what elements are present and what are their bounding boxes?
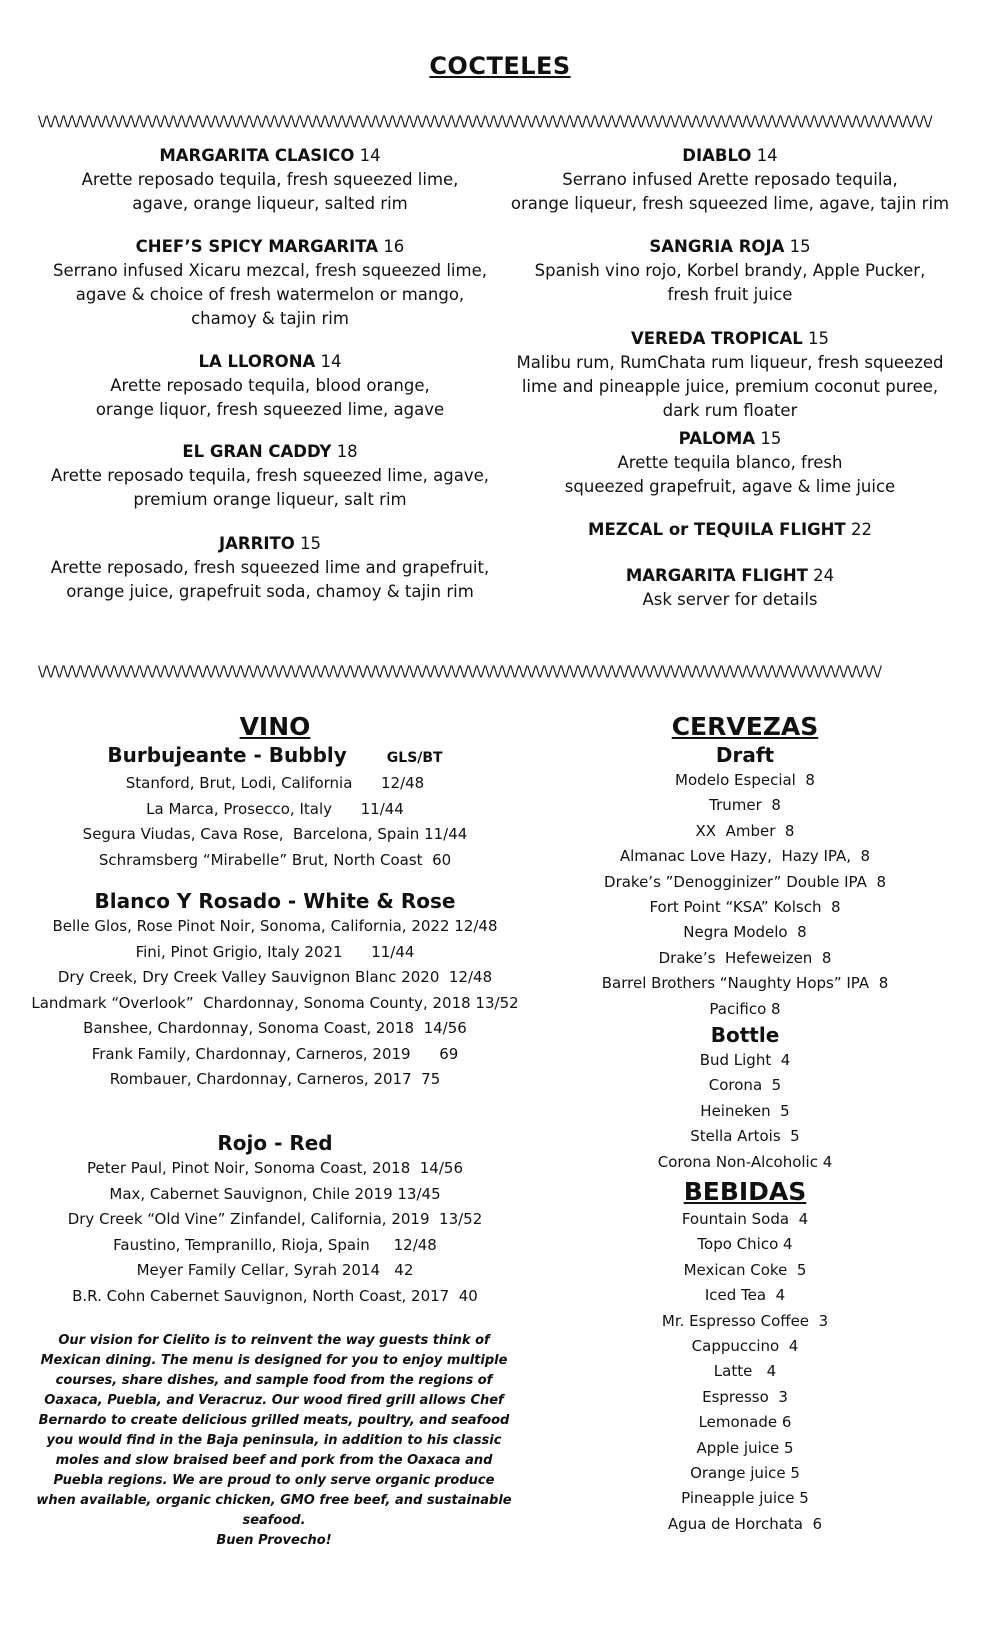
beer-item: Negra Modelo 8	[683, 923, 807, 942]
cocktail-desc-line: agave & choice of fresh watermelon or mango,	[75, 285, 465, 304]
cocktail-price: 18	[336, 442, 358, 461]
cocktail-price: 15	[300, 534, 321, 553]
cocktail-desc-line: orange liquor, fresh squeezed lime, agave	[95, 400, 445, 419]
gls-bt-label: GLS/BT	[386, 750, 443, 766]
zigzag-divider-top: \/\/\/\/\/\/\/\/\/\/\/\/\/\/\/\/\/\/\/\/\/\/\/\/\/\/\/\/\/\/\/\/\/\/\/\/\/\/\/\/\/\/\/\/\/\/\/\/\/\/\/\/\/\/\/\/\/\/\/\/\/\/\/\/\/\/\/\/\/\/\/\/\/\/\/\/\/\/\/\/\/\/\/\/\/\/\/\/\/\/\/\/\/\/\/\/\/\/\/\/\/\/\/\/\/\/	[38, 114, 932, 130]
cocktail-desc-line: Serrano infused Xicaru mezcal, fresh squeezed lime,	[53, 261, 487, 280]
beer-item: Bud Light 4	[699, 1051, 791, 1070]
bubbly-heading-text: Burbujeante - Bubbly	[107, 743, 347, 767]
beer-item: Almanac Love Hazy, Hazy IPA, 8	[619, 847, 871, 866]
cocktail-el-gran-caddy	[40, 440, 500, 512]
wine-item: Meyer Family Cellar, Syrah 2014 42	[136, 1261, 414, 1279]
drink-item: Cappuccino 4	[691, 1337, 799, 1356]
beer-item: Corona 5	[708, 1076, 782, 1095]
zigzag-divider-bottom: \/\/\/\/\/\/\/\/\/\/\/\/\/\/\/\/\/\/\/\/\/\/\/\/\/\/\/\/\/\/\/\/\/\/\/\/\/\/\/\/\/\/\/\/\/\/\/\/\/\/\/\/\/\/\/\/\/\/\/\/\/\/\/\/\/\/\/\/\/\/\/\/\/\/\/\/\/\/\/\/\/\/\/\/\/\/\/\/\/\/\/\/\/\/\/\/\/\/\/\/	[38, 664, 882, 680]
drink-item: Topo Chico 4	[697, 1235, 793, 1254]
cocktail-sangria-roja	[500, 235, 960, 307]
cocktail-desc-line: Spanish vino rojo, Korbel brandy, Apple Pucker,	[534, 261, 926, 280]
cocktail-name: LA LLORONA	[198, 352, 316, 371]
cocktail-desc-line: Arette tequila blanco, fresh	[617, 453, 843, 472]
beer-item: Stella Artois 5	[690, 1127, 800, 1146]
red-heading: Rojo - Red	[217, 1131, 333, 1155]
beer-item: Drake’s ”Denogginizer” Double IPA 8	[604, 872, 886, 891]
cocktail-desc-line: fresh fruit juice	[667, 285, 793, 304]
wine-item: Frank Family, Chardonnay, Carneros, 2019 69	[91, 1044, 459, 1063]
cocktail-price: 16	[383, 237, 405, 256]
drink-item: Apple juice 5	[696, 1438, 794, 1457]
beer-item: Modelo Especial 8	[675, 771, 815, 789]
vision-signoff: Buen Provecho!	[216, 1533, 332, 1548]
wine-item: Belle Glos, Rose Pinot Noir, Sonoma, California, 2022 12/48	[52, 917, 498, 935]
cocktail-margarita-flight	[500, 564, 960, 612]
cocktail-chefs-spicy-margarita	[40, 235, 500, 331]
cocktail-desc-line: Arette reposado tequila, fresh squeezed lime, agave,	[51, 466, 489, 485]
cocktail-desc-line: lime and pineapple juice, premium coconut puree,	[521, 377, 939, 396]
cocktail-name: CHEF’S SPICY MARGARITA	[135, 237, 379, 256]
white-rose-heading: Blanco Y Rosado - White & Rose	[94, 889, 456, 913]
wine-item: Max, Cabernet Sauvignon, Chile 2019 13/45	[109, 1184, 441, 1203]
drink-item: Iced Tea 4	[704, 1286, 786, 1305]
beer-item: Barrel Brothers “Naughty Hops” IPA 8	[601, 974, 889, 993]
drink-item: Fountain Soda 4	[681, 1210, 809, 1228]
cocktail-name: PALOMA	[678, 429, 756, 448]
cocktail-desc-line: Ask server for details	[642, 590, 818, 609]
cocktail-price: 14	[320, 352, 342, 371]
wine-item: Schramsberg “Mirabelle” Brut, North Coast 60	[98, 850, 452, 869]
cocktail-price: 15	[789, 237, 811, 256]
beer-item: XX Amber 8	[695, 821, 795, 840]
drink-item: Latte 4	[713, 1362, 777, 1381]
cocktail-paloma	[500, 427, 960, 499]
cocktail-name: VEREDA TROPICAL	[630, 329, 803, 348]
wine-item: Fini, Pinot Grigio, Italy 2021 11/44	[135, 942, 415, 961]
cocteles-title: COCTELES	[429, 52, 571, 80]
beer-item: Corona Non-Alcoholic 4	[657, 1152, 833, 1171]
cocktail-desc-line: Arette reposado, fresh squeezed lime and grapefruit,	[50, 558, 490, 577]
cocktail-la-llorona	[40, 350, 500, 422]
wine-item: B.R. Cohn Cabernet Sauvignon, North Coast, 2017 40	[72, 1286, 478, 1305]
cocktail-name: SANGRIA ROJA	[649, 237, 785, 256]
cocktail-price: 24	[813, 566, 835, 585]
cocktail-price: 15	[760, 429, 782, 448]
cervezas-section	[530, 712, 960, 1175]
cocktail-vereda-tropical	[500, 327, 960, 423]
cocktail-mezcal-tequila-flight	[500, 518, 960, 542]
beer-item: Drake’s Hefeweizen 8	[658, 948, 832, 967]
wine-item: Rombauer, Chardonnay, Carneros, 2017 75	[109, 1070, 441, 1088]
draft-heading: Draft	[715, 743, 775, 767]
drink-item: Pineapple juice 5	[681, 1489, 809, 1508]
bottle-heading: Bottle	[710, 1023, 780, 1048]
cocktail-desc-line: chamoy & tajin rim	[191, 309, 349, 328]
wine-item: Dry Creek, Dry Creek Valley Sauvignon Blanc 2020 12/48	[57, 968, 493, 986]
drink-item: Lemonade 6	[698, 1413, 792, 1432]
cocktail-desc-line: Serrano infused Arette reposado tequila,	[562, 170, 898, 189]
cocktail-desc-line: dark rum floater	[662, 401, 798, 420]
cocktail-name: MARGARITA FLIGHT	[625, 566, 808, 585]
wine-item: Banshee, Chardonnay, Sonoma Coast, 2018 14/56	[83, 1019, 467, 1037]
bebidas-section	[530, 1177, 960, 1537]
wine-item: Landmark “Overlook” Chardonnay, Sonoma County, 2018 13/52	[31, 993, 519, 1012]
cocktail-name: JARRITO	[219, 534, 295, 553]
drink-item: Espresso 3	[702, 1387, 788, 1406]
drink-item: Orange juice 5	[690, 1464, 800, 1483]
cocktail-price: 14	[756, 146, 778, 165]
bebidas-title: BEBIDAS	[683, 1177, 807, 1206]
wine-item: Dry Creek “Old Vine” Zinfandel, California, 2019 13/52	[67, 1210, 483, 1228]
wine-item: Segura Viudas, Cava Rose, Barcelona, Spain 11/44	[82, 825, 468, 843]
beer-item: Heineken 5	[700, 1101, 790, 1120]
white-rose-section	[20, 888, 530, 1093]
cocktail-desc-line: Arette reposado tequila, fresh squeezed lime,	[81, 170, 459, 189]
cocktail-desc-line: Arette reposado tequila, blood orange,	[110, 376, 430, 395]
cocktail-desc-line: orange liqueur, fresh squeezed lime, agave, tajin rim	[510, 194, 950, 213]
wine-item: Faustino, Tempranillo, Rioja, Spain 12/48	[113, 1235, 437, 1254]
red-section	[20, 1130, 530, 1309]
cocktail-price: 14	[359, 146, 381, 165]
cocktail-desc-line: Malibu rum, RumChata rum liqueur, fresh squeezed	[516, 353, 944, 372]
wine-item: Peter Paul, Pinot Noir, Sonoma Coast, 2018 14/56	[86, 1159, 463, 1177]
vino-section	[20, 712, 530, 873]
bubbly-heading	[20, 742, 530, 771]
cocktail-price: 15	[808, 329, 830, 348]
cocktail-name: EL GRAN CADDY	[182, 442, 332, 461]
vino-title: VINO	[239, 712, 311, 741]
cocktail-name: MARGARITA CLASICO	[159, 146, 355, 165]
cocktail-margarita-clasico	[40, 144, 500, 216]
cocktail-name: DIABLO	[682, 146, 752, 165]
cervezas-title: CERVEZAS	[671, 712, 819, 741]
vision-text: Our vision for Cielito is to reinvent the way guests think of Mexican dining. The menu is designed for you to enjoy multiple courses, share dishes, and sample food from the regions of Oaxaca, Puebla, and Veracruz. Our wood fired grill allows Chef Bernardo to create delicious grilled meats, poultry, and seafood you would find in the Baja peninsula, in addition to his classic moles and slow braised beef and pork from the Oaxaca and Puebla regions. We are proud to only serve organic produce when available, organic chicken, GMO free beef, and sustainable seafood.	[36, 1333, 512, 1528]
vision-statement	[36, 1331, 512, 1551]
beer-item: Fort Point “KSA” Kolsch 8	[649, 898, 841, 917]
beer-item: Pacifico 8	[709, 999, 781, 1018]
cocktail-diablo	[500, 144, 960, 216]
wine-item: La Marca, Prosecco, Italy 11/44	[146, 799, 404, 818]
cocktail-desc-line: orange juice, grapefruit soda, chamoy & tajin rim	[66, 582, 474, 601]
drink-item: Mr. Espresso Coffee 3	[661, 1311, 829, 1330]
drink-item: Agua de Horchata 6	[667, 1514, 823, 1533]
beer-item: Trumer 8	[709, 796, 781, 815]
cocktail-price: 22	[850, 520, 872, 539]
wine-item: Stanford, Brut, Lodi, California 12/48	[125, 774, 425, 792]
cocktail-name: MEZCAL or TEQUILA FLIGHT	[588, 520, 846, 539]
cocktail-desc-line: squeezed grapefruit, agave & lime juice	[564, 477, 896, 496]
drink-item: Mexican Coke 5	[683, 1260, 807, 1279]
cocktail-desc-line: agave, orange liqueur, salted rim	[132, 194, 408, 213]
cocktail-desc-line: premium orange liqueur, salt rim	[133, 490, 407, 509]
cocktail-jarrito	[40, 532, 500, 604]
